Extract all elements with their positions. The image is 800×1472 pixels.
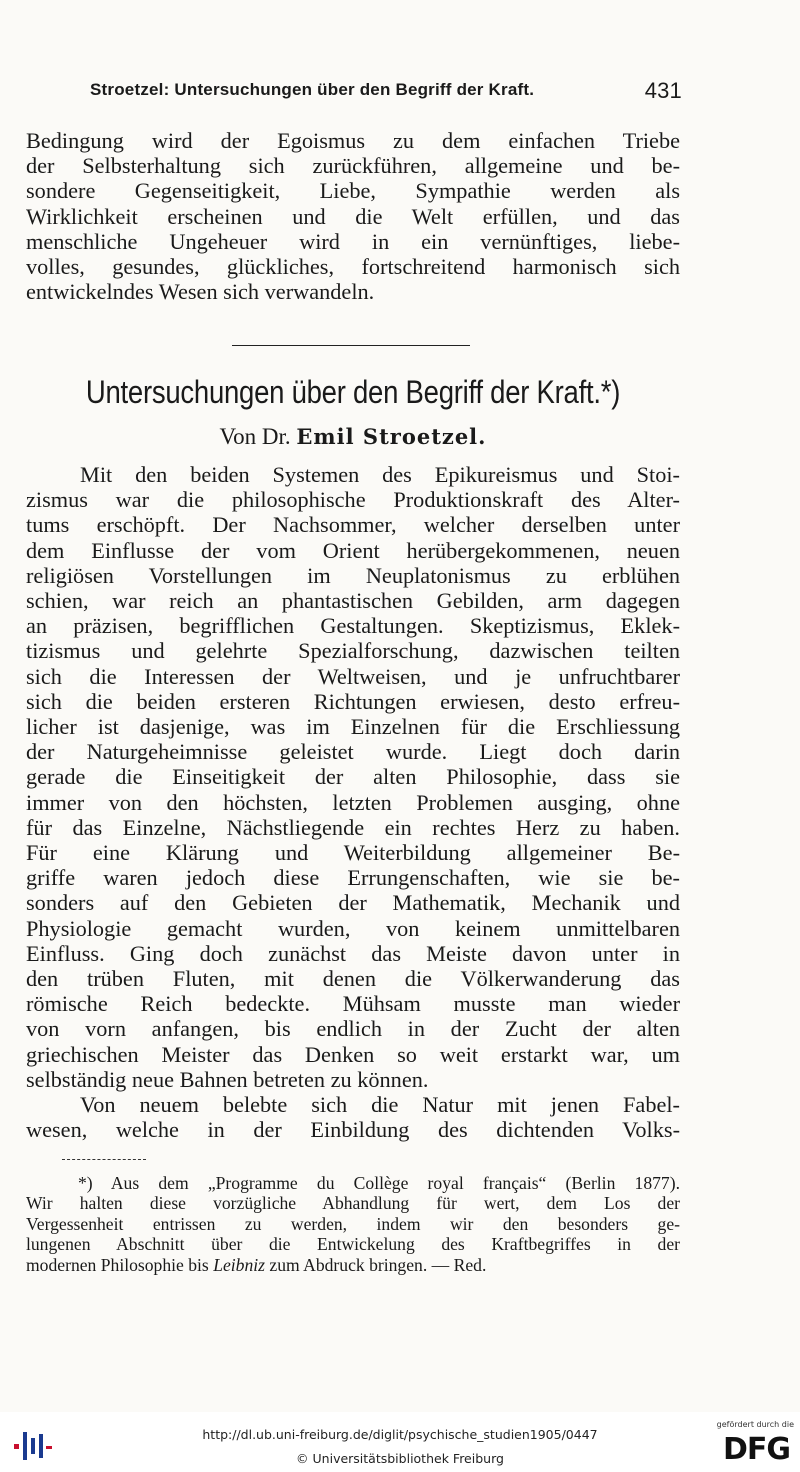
running-head-title: Stroetzel: Untersuchungen über den Begriff der Kraft. — [90, 80, 535, 99]
text-line: von vorn anfangen, bis endlich in der Zucht der alten — [26, 1016, 680, 1042]
running-head — [90, 78, 682, 104]
funding-note: gefördert durch die — [716, 1420, 794, 1429]
copyright-notice: © Universitätsbibliothek Freiburg — [296, 1451, 504, 1466]
text-line: griechischen Meister das Denken so weit erstarkt war, um — [26, 1041, 680, 1067]
page-number: 431 — [644, 78, 682, 103]
text-line: selbständig neue Bahnen betreten zu können. — [26, 1066, 429, 1092]
text-line: wesen, welche in der Einbildung des dichtenden Volks- — [26, 1117, 680, 1143]
footnote-divider — [62, 1159, 146, 1160]
text-line: licher ist dasjenige, was im Einzelnen für die Erschliessung — [26, 714, 680, 740]
text-line: dem Einflusse der vom Orient herübergekommenen, neuen — [26, 537, 680, 563]
text-line: sich die Interessen der Weltweisen, und je unfruchtbarer — [26, 663, 680, 689]
text-line: immer von den höchsten, letzten Problemen ausging, ohne — [26, 789, 680, 815]
text-line: Physiologie gemacht wurden, von keinem unmittelbaren — [26, 915, 680, 941]
text-line: für das Einzelne, Nächstliegende ein rechtes Herz zu haben. — [26, 814, 680, 840]
footnote-line: Wir halten diese vorzügliche Abhandlung für wert, dem Los der — [26, 1193, 680, 1214]
article-title: Untersuchungen über den Begriff der Kraft.*) — [85, 374, 621, 410]
text-line: den trüben Fluten, mit denen die Völkerwanderung das — [26, 966, 680, 992]
footnote-text: zum Abdruck bringen. — Red. — [269, 1254, 487, 1275]
text-line: sich die beiden ersteren Richtungen erwiesen, desto erfreu- — [26, 688, 680, 714]
footnote-line: Vergessenheit entrissen zu werden, indem wir den besonders ge- — [26, 1213, 680, 1234]
footnote — [26, 1173, 680, 1275]
text-line: zismus war die philosophische Produktionskraft des Alter- — [26, 487, 680, 513]
text-line: Einfluss. Ging doch zunächst das Meiste davon unter in — [26, 940, 680, 966]
text-line: der Selbsterhaltung sich zurückführen, allgemeine und be- — [26, 153, 680, 179]
footnote-text: modernen Philosophie bis — [26, 1254, 209, 1275]
continuation-paragraph — [26, 128, 680, 304]
text-line: römische Reich bedeckte. Mühsam musste man wieder — [26, 991, 680, 1017]
text-line: volles, gesundes, glückliches, fortschreitend harmonisch sich — [26, 254, 680, 280]
footnote-line — [26, 1255, 680, 1275]
text-line: griffe waren jedoch diese Errungenschaften, wie sie be- — [26, 865, 680, 891]
text-line: schien, war reich an phantastischen Gebilden, arm dagegen — [26, 588, 680, 614]
text-line: sondere Gegenseitigkeit, Liebe, Sympathie werden als — [26, 178, 680, 204]
text-line: Wirklichkeit erscheinen und die Welt erfüllen, und das — [26, 203, 680, 229]
text-line: gerade die Einseitigkeit der alten Philosophie, dass sie — [26, 764, 680, 790]
text-line: Für eine Klärung und Weiterbildung allgemeiner Be- — [26, 840, 680, 866]
footnote-line: *) Aus dem „Programme du Collège royal français“ (Berlin 1877). — [78, 1173, 680, 1193]
text-line: menschliche Ungeheuer wird in ein vernünftiges, liebe- — [26, 228, 680, 254]
byline — [26, 424, 680, 450]
section-divider — [232, 345, 470, 346]
text-line: tizismus und gelehrte Spezialforschung, dazwischen teilten — [26, 638, 680, 664]
author-name: Emil Stroetzel. — [296, 424, 487, 449]
text-line: tums erschöpft. Der Nachsommer, welcher derselben unter — [26, 512, 680, 538]
footnote-line: lungenen Abschnitt über die Entwickelung des Kraftbegriffes in der — [26, 1234, 680, 1255]
text-line: Bedingung wird der Egoismus zu dem einfachen Triebe — [26, 128, 680, 153]
dfg-funding-logo — [704, 1420, 794, 1466]
text-line: an präzisen, begrifflichen Gestaltungen. Skeptizismus, Eklek- — [26, 613, 680, 639]
footnote-name: Leibniz — [213, 1254, 265, 1275]
dfg-logo-text: DFG — [722, 1432, 790, 1467]
permalink-url[interactable]: http://dl.ub.uni-freiburg.de/diglit/psychische_studien1905/0447 — [202, 1427, 598, 1442]
article-body — [26, 462, 680, 1142]
text-line: der Naturgeheimnisse geleistet wurde. Liegt doch darin — [26, 739, 680, 765]
text-line: sonders auf den Gebieten der Mathematik, Mechanik und — [26, 890, 680, 916]
text-line: Von neuem belebte sich die Natur mit jenen Fabel- — [80, 1092, 680, 1118]
text-line: religiösen Vorstellungen im Neuplatonismus zu erblühen — [26, 562, 680, 588]
text-line: Mit den beiden Systemen des Epikureismus und Stoi- — [80, 462, 680, 487]
text-line: entwickelndes Wesen sich verwandeln. — [26, 279, 375, 305]
byline-prefix: Von Dr. — [219, 424, 291, 449]
